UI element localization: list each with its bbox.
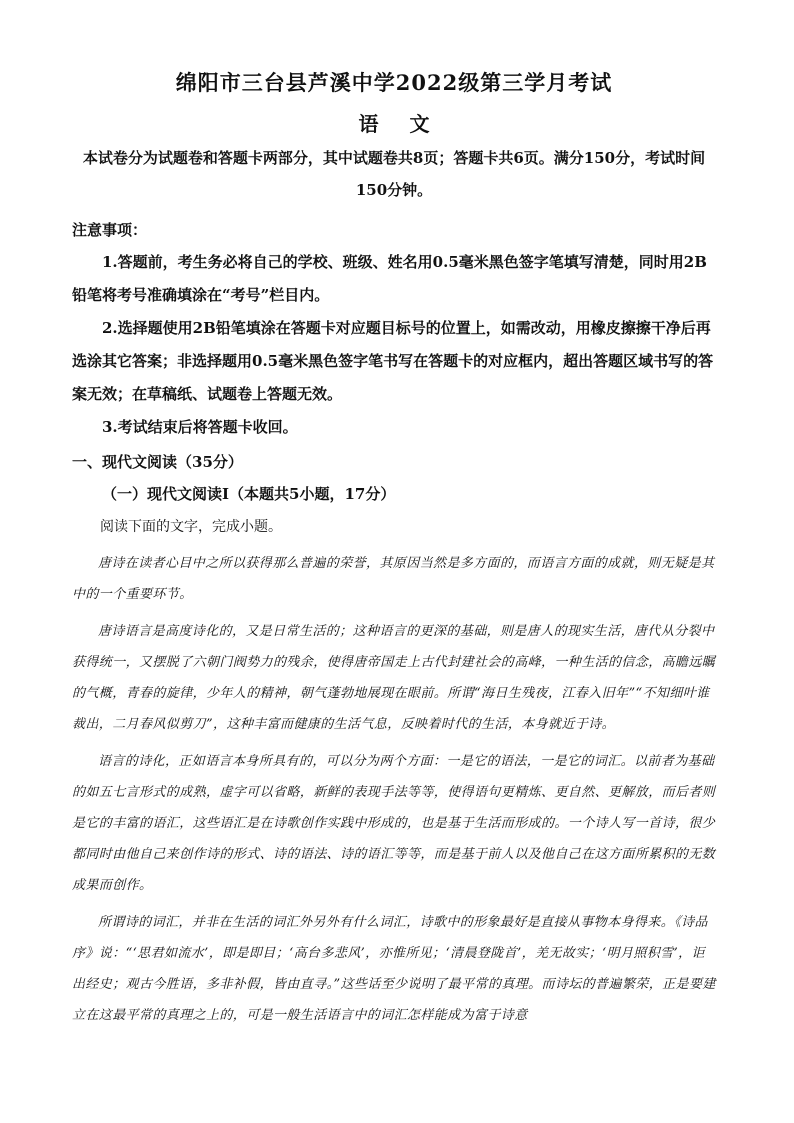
notice-item-2: 2.选择题使用2B铅笔填涂在答题卡对应题目标号的位置上，如需改动，用橡皮擦擦干净后再选涂其它答案；非选择题用0.5毫米黑色签字笔书写在答题卡的对应框内，超出答题区域书写的答案无效；在草稿纸、试题卷上答题无效。 [72,319,714,403]
reading-instruction: 阅读下面的文字，完成小题。 [100,519,282,535]
notice-item-1: 1.答题前，考生务必将自己的学校、班级、姓名用0.5毫米黑色签字笔填写清楚，同时用2B铅笔将考号准确填涂在“考号”栏目内。 [72,253,707,304]
exam-intro: 本试卷分为试题卷和答题卡两部分，其中试题卷共8页；答题卡共6页。满分150分，考试时间150分钟。 [82,149,706,199]
notice-heading: 注意事项： [72,221,148,239]
passage-paragraph-1: 唐诗在读者心目中之所以获得那么普遍的荣誉，其原因当然是多方面的，而语言方面的成就，则无疑是其中的一个重要环节。 [72,556,715,602]
passage-paragraph-4: 所谓诗的词汇，并非在生活的词汇外另外有什么词汇，诗歌中的形象最好是直接从事物本身得来。《诗品序》说：“‘思君如流水’，即是即目；‘高台多悲风’，亦惟所见；‘清晨登陇首’，羌无故实；‘明月照积雪’，讵出经史；观古今胜语，多非补假，皆由直寻。”这些话至少说明了最平常的真理。而诗坛的普遍繁荣，正是要建立在这最平常的真理之上的，可是一般生活语言中的词汇怎样能成为富于诗意 [72,915,716,1023]
subject-title: 语 文 [358,112,430,136]
subsection-heading: （一）现代文阅读Ⅰ（本题共5小题，17分） [102,485,396,503]
passage-paragraph-3: 语言的诗化，正如语言本身所具有的，可以分为两个方面：一是它的语法，一是它的词汇。以前者为基础的如五七言形式的成熟，虚字可以省略，新鲜的表现手法等等，使得语句更精炼、更自然、更解放，而后者则是它的丰富的语汇，这些语汇是在诗歌创作实践中形成的，也是基于生活而形成的。一个诗人写一首诗，很少都同时由他自己来创作诗的形式、诗的语法、诗的语汇等等，而是基于前人以及他自己在这方面所累积的无数成果而创作。 [72,754,716,893]
exam-title: 绵阳市三台县芦溪中学2022级第三学月考试 [175,70,613,95]
passage-paragraph-2: 唐诗语言是高度诗化的，又是日常生活的；这种语言的更深的基础，则是唐人的现实生活，唐代从分裂中获得统一，又摆脱了六朝门阀势力的残余，使得唐帝国走上古代封建社会的高峰，一种生活的信念，高瞻远瞩的气概，青春的旋律，少年人的精神，朝气蓬勃地展现在眼前。所谓“海日生残夜，江春入旧年”“不知细叶谁裁出，二月春风似剪刀”，这种丰富而健康的生活气息，反映着时代的生活，本身就近于诗。 [72,624,716,732]
notice-item-3: 3.考试结束后将答题卡收回。 [102,418,298,436]
section-heading: 一、现代文阅读（35分） [72,453,243,471]
